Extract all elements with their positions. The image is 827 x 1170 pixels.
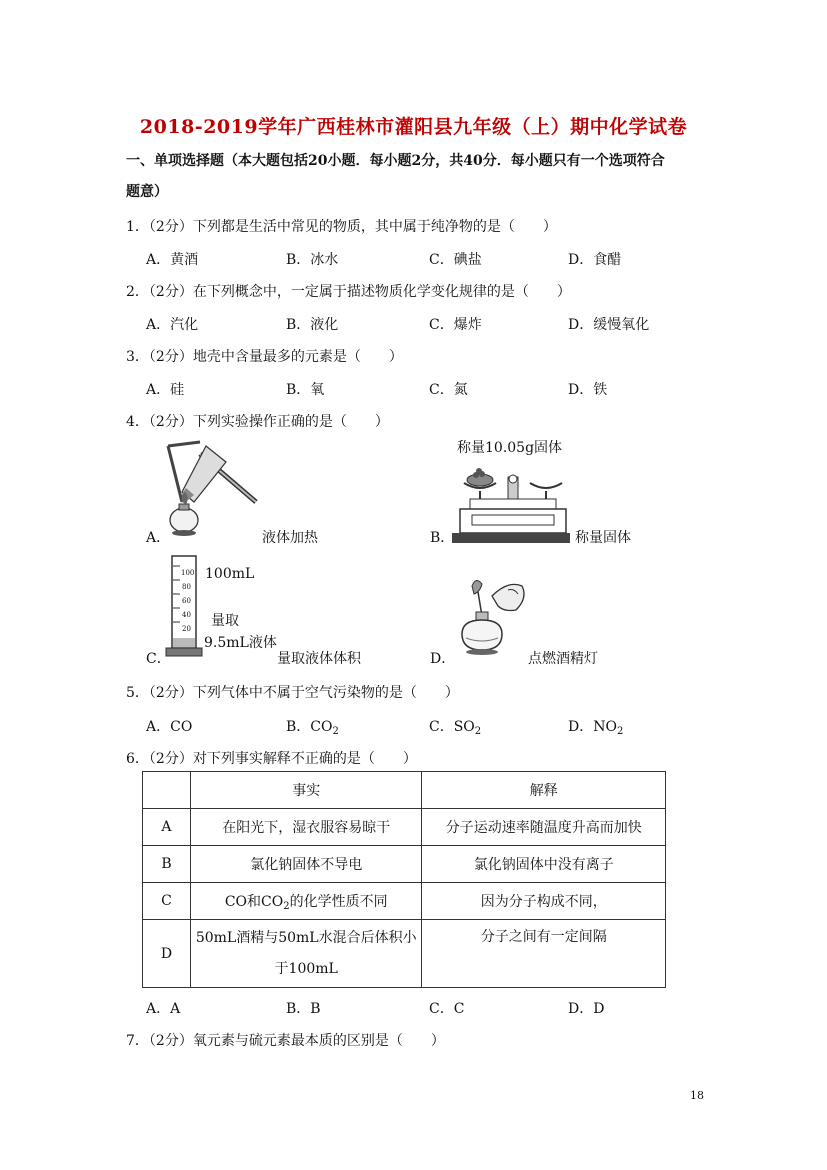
- question-1-option-b: B．冰水: [286, 252, 339, 268]
- question-4-option-b-letter: B．: [430, 530, 455, 546]
- table-cell-key: C: [143, 883, 191, 920]
- question-3-option-c: C．氮: [429, 382, 468, 398]
- section-heading-line1: 一、单项选择题（本大题包括20小题．每小题2分，共40分．每小题只有一个选项符合: [126, 153, 665, 169]
- question-4-option-c-letter: C．: [146, 651, 171, 667]
- table-cell-fact: 氯化钠固体不导电: [190, 846, 422, 883]
- question-3-option-b: B．氧: [286, 382, 325, 398]
- section-heading-line2: 题意）: [126, 184, 168, 200]
- cylinder-capacity-label: 100mL: [205, 566, 255, 582]
- facts-explanation-table: [142, 771, 666, 988]
- question-2-stem: 2．（2分）在下列概念中，一定属于描述物质化学变化规律的是（ ）: [126, 284, 571, 300]
- cylinder-tick-60: 60: [182, 597, 191, 605]
- table-cell-explain: 分子之间有一定间隔: [422, 920, 666, 988]
- table-header-cell: 事实: [190, 772, 422, 809]
- table-header-cell: 解释: [422, 772, 666, 809]
- question-3-option-a: A．硅: [146, 382, 185, 398]
- question-4-option-a-letter: A．: [146, 530, 171, 546]
- question-6-option-a: A．A: [146, 1001, 181, 1017]
- test-tube-heating-illustration: [160, 440, 265, 540]
- question-6-option-c: C．C: [429, 1001, 465, 1017]
- table-cell-fact: 在阳光下，湿衣服容易晾干: [190, 809, 422, 846]
- question-2-option-c: C．爆炸: [429, 317, 482, 333]
- question-4-option-a-caption: 液体加热: [262, 530, 318, 546]
- table-row: [143, 809, 666, 846]
- table-header-cell: [143, 772, 191, 809]
- cylinder-measure-label: 量取: [211, 613, 239, 629]
- question-5-stem: 5．（2分）下列气体中不属于空气污染物的是（ ）: [126, 685, 459, 701]
- cylinder-volume-label: 9.5mL液体: [204, 635, 277, 651]
- balance-scale-illustration: [450, 455, 570, 545]
- table-cell-key: D: [143, 920, 191, 988]
- question-7-stem: 7．（2分）氧元素与硫元素最本质的区别是（ ）: [126, 1033, 445, 1049]
- table-cell-key: B: [143, 846, 191, 883]
- cylinder-tick-20: 20: [182, 625, 191, 633]
- question-6-option-d: D．D: [568, 1001, 605, 1017]
- table-row: [143, 883, 666, 920]
- question-4-option-b-caption: 称量固体: [575, 530, 631, 546]
- question-4-option-d-caption: 点燃酒精灯: [528, 651, 598, 667]
- table-cell-key: A: [143, 809, 191, 846]
- question-3-stem: 3．（2分）地壳中含量最多的元素是（ ）: [126, 349, 403, 365]
- cylinder-tick-100: 100: [181, 569, 195, 577]
- question-1-option-d: D．食醋: [568, 252, 622, 268]
- question-6-stem: 6．（2分）对下列事实解释不正确的是（ ）: [126, 751, 417, 767]
- question-5-option-d: D．$NO_2$: [568, 719, 624, 737]
- cylinder-tick-80: 80: [182, 583, 191, 591]
- table-cell-fact: 50mL酒精与50mL水混合后体积小 于100mL: [190, 920, 422, 988]
- question-1-option-a: A．黄酒: [146, 252, 199, 268]
- question-5-option-a: A．CO: [146, 719, 193, 735]
- question-5-option-b: B．$CO_2$: [286, 719, 339, 737]
- question-1-option-c: C．碘盐: [429, 252, 482, 268]
- table-header-row: [143, 772, 666, 809]
- question-4-option-c-caption: 量取液体体积: [277, 651, 361, 667]
- question-5-option-c: C．$SO_2$: [429, 719, 482, 737]
- question-1-stem: 1．（2分）下列都是生活中常见的物质，其中属于纯净物的是（ ）: [126, 219, 557, 235]
- question-2-option-a: A．汽化: [146, 317, 199, 333]
- question-3-option-d: D．铁: [568, 382, 608, 398]
- cylinder-tick-40: 40: [182, 611, 191, 619]
- question-4-option-d-letter: D．: [430, 651, 456, 667]
- table-cell-explain: 因为分子构成不同，: [422, 883, 666, 920]
- table-row: [143, 846, 666, 883]
- question-2-option-b: B．液化: [286, 317, 339, 333]
- alcohol-lamp-lighting-illustration: [452, 576, 532, 662]
- question-2-option-d: D．缓慢氧化: [568, 317, 650, 333]
- question-4-stem: 4．（2分）下列实验操作正确的是（ ）: [126, 414, 389, 430]
- page-title: 2018-2019学年广西桂林市灌阳县九年级（上）期中化学试卷: [139, 116, 688, 138]
- table-cell-fact: CO和$CO_2$的化学性质不同: [190, 883, 422, 920]
- page-number: 18: [690, 1089, 704, 1102]
- question-6-option-b: B．B: [286, 1001, 321, 1017]
- table-cell-explain: 分子运动速率随温度升高而加快: [422, 809, 666, 846]
- table-cell-explain: 氯化钠固体中没有离子: [422, 846, 666, 883]
- balance-image-text: 称量10.05g固体: [457, 440, 563, 456]
- table-row: [143, 920, 666, 988]
